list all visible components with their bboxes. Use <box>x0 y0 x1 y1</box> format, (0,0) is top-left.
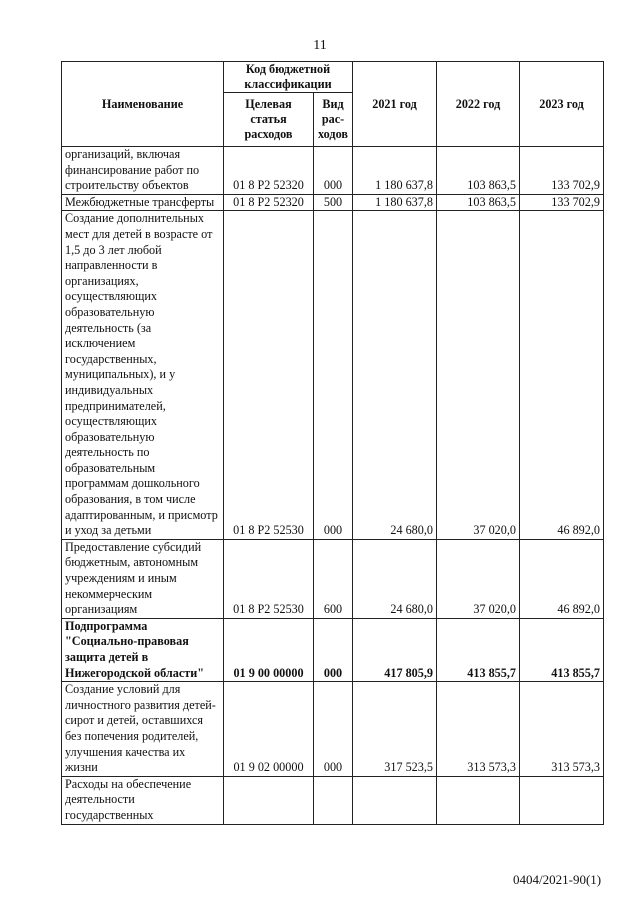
row-target-article: 01 8 P2 52320 <box>224 147 314 195</box>
row-expense-type: 000 <box>314 682 353 777</box>
row-expense-type <box>314 776 353 824</box>
row-2021: 1 180 637,8 <box>353 194 437 211</box>
row-target-article: 01 8 P2 52320 <box>224 194 314 211</box>
header-name: Наименование <box>62 62 224 147</box>
row-expense-type: 000 <box>314 618 353 681</box>
row-expense-type: 600 <box>314 539 353 618</box>
row-name: Создание дополнительных мест для детей в возрасте от 1,5 до 3 лет любой направленности в организациях, осуществляющих образовательную деятельность (за исключением государственных, муниципальных), и у индивидуальных предпринимателей, осуществляющих образовательную деятельность по образовательным программам дошкольного образования, в том числе адаптированным, и присмотр и уход за детьми <box>62 211 224 539</box>
document-code: 0404/2021-90(1) <box>513 872 602 887</box>
header-expense-type: Вид рас-ходов <box>314 93 353 147</box>
table-row <box>62 539 604 618</box>
row-expense-type: 500 <box>314 194 353 211</box>
header-2023: 2023 год <box>520 62 604 147</box>
header-target-article: Целевая статья расходов <box>224 93 314 147</box>
row-target-article: 01 8 P2 52530 <box>224 211 314 539</box>
budget-table <box>61 61 604 825</box>
page-number: 11 <box>313 38 327 53</box>
table-row <box>62 194 604 211</box>
row-target-article: 01 9 00 00000 <box>224 618 314 681</box>
row-2023: 413 855,7 <box>520 618 604 681</box>
table-row <box>62 147 604 195</box>
row-2022: 37 020,0 <box>437 211 520 539</box>
row-2022: 313 573,3 <box>437 682 520 777</box>
row-target-article: 01 8 P2 52530 <box>224 539 314 618</box>
row-expense-type: 000 <box>314 147 353 195</box>
header-budget-code: Код бюджетной классификации <box>224 62 353 93</box>
row-name: организаций, включая финансирование работ по строительству объектов <box>62 147 224 195</box>
row-2023: 46 892,0 <box>520 211 604 539</box>
table-row <box>62 776 604 824</box>
row-target-article <box>224 776 314 824</box>
row-2021: 24 680,0 <box>353 539 437 618</box>
table-row <box>62 682 604 777</box>
row-2023: 133 702,9 <box>520 147 604 195</box>
row-2021: 417 805,9 <box>353 618 437 681</box>
row-target-article: 01 9 02 00000 <box>224 682 314 777</box>
header-2021: 2021 год <box>353 62 437 147</box>
row-2022: 413 855,7 <box>437 618 520 681</box>
header-2022: 2022 год <box>437 62 520 147</box>
row-name: Создание условий для личностного развития детей-сирот и детей, оставшихся без попечения родителей, улучшения качества их жизни <box>62 682 224 777</box>
row-2022: 37 020,0 <box>437 539 520 618</box>
row-2022 <box>437 776 520 824</box>
row-2023: 133 702,9 <box>520 194 604 211</box>
row-2022: 103 863,5 <box>437 194 520 211</box>
row-2023: 313 573,3 <box>520 682 604 777</box>
row-2021: 1 180 637,8 <box>353 147 437 195</box>
table-row <box>62 618 604 681</box>
row-name: Межбюджетные трансферты <box>62 194 224 211</box>
row-2021: 317 523,5 <box>353 682 437 777</box>
row-name: Предоставление субсидий бюджетным, автономным учреждениям и иным некоммерческим организациям <box>62 539 224 618</box>
row-expense-type: 000 <box>314 211 353 539</box>
row-2021 <box>353 776 437 824</box>
row-2021: 24 680,0 <box>353 211 437 539</box>
row-2023 <box>520 776 604 824</box>
table-row <box>62 211 604 539</box>
row-name: Расходы на обеспечение деятельности государственных <box>62 776 224 824</box>
row-name: Подпрограмма "Социально-правовая защита детей в Нижегородской области" <box>62 618 224 681</box>
row-2022: 103 863,5 <box>437 147 520 195</box>
row-2023: 46 892,0 <box>520 539 604 618</box>
